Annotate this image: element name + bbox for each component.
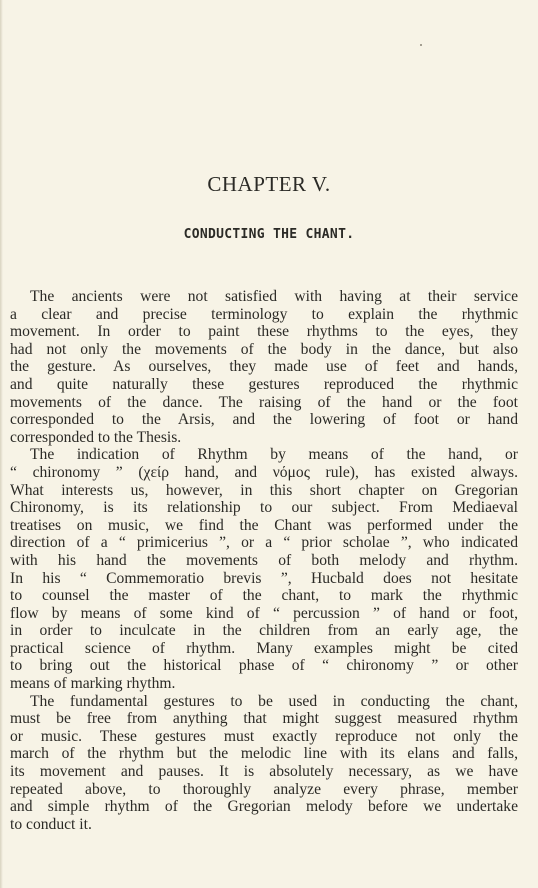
- text-line: What interests us, however, in this short chapter on Gregorian: [10, 481, 518, 499]
- chapter-subtitle: CONDUCTING THE CHANT.: [183, 227, 355, 242]
- text-line: “ chironomy ” (χείρ hand, and νόμος rule), has existed always.: [10, 463, 518, 481]
- text-line: corresponded to the Thesis.: [10, 428, 182, 446]
- text-line: the gesture. As ourselves, they made use of feet and hands,: [10, 358, 518, 376]
- text-line: In his “ Commemoratio brevis ”, Hucbald does not hesitate: [10, 569, 518, 587]
- text-line: movement. In order to paint these rhythms to the eyes, they: [10, 323, 518, 341]
- body-text: [10, 288, 518, 833]
- text-line: to conduct it.: [10, 815, 92, 833]
- text-line: The ancients were not satisfied with having at their service: [30, 288, 518, 305]
- text-line: direction of a “ primicerius ”, or a “ prior scholae ”, who indicated: [10, 534, 518, 552]
- text-line: march of the rhythm but the melodic line with its elans and falls,: [10, 745, 518, 763]
- text-line: a clear and precise terminology to explain the rhythmic: [10, 305, 518, 323]
- text-line: and quite naturally these gestures reproduced the rhythmic: [10, 375, 518, 393]
- text-line: had not only the movements of the body in the dance, but also: [10, 340, 518, 358]
- text-line: movements of the dance. The raising of the hand or the foot: [10, 393, 518, 411]
- text-line: to bring out the historical phase of “ chironomy ” or other: [10, 657, 518, 675]
- text-line: corresponded to the Arsis, and the lowering of foot or hand: [10, 411, 518, 429]
- paper-speck: [420, 44, 422, 46]
- text-line: treatises on music, we find the Chant was performed under the: [10, 516, 518, 534]
- text-line: and simple rhythm of the Gregorian melody before we undertake: [10, 798, 518, 816]
- text-line: must be free from anything that might suggest measured rhythm: [10, 710, 518, 728]
- text-line: in order to inculcate in the children from an early age, the: [10, 622, 518, 640]
- text-line: flow by means of some kind of “ percussion ” of hand or foot,: [10, 604, 518, 622]
- text-line: with his hand the movements of both melody and rhythm.: [10, 551, 518, 569]
- text-line: means of marking rhythm.: [10, 675, 176, 693]
- text-line: Chironomy, is its relationship to our subject. From Mediaeval: [10, 499, 518, 517]
- text-line: The indication of Rhythm by means of the hand, or: [30, 446, 518, 464]
- text-line: The fundamental gestures to be used in conducting the chant,: [30, 692, 518, 710]
- page-gutter: [0, 0, 3, 888]
- text-line: or music. These gestures must exactly reproduce not only the: [10, 727, 518, 745]
- chapter-title: CHAPTER V.: [207, 172, 331, 196]
- text-line: its movement and pauses. It is absolutely necessary, as we have: [10, 763, 518, 781]
- text-line: practical science of rhythm. Many examples might be cited: [10, 639, 518, 657]
- text-line: to counsel the master of the chant, to mark the rhythmic: [10, 587, 518, 605]
- text-line: repeated above, to thoroughly analyze every phrase, member: [10, 780, 518, 798]
